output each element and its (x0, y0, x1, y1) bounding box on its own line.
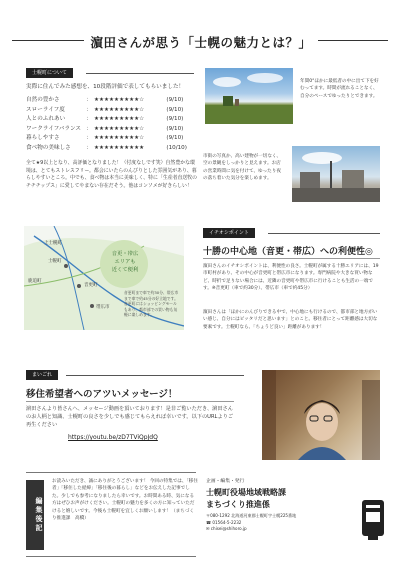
photo2-caption: 市街の写真か、高い建物が一切なく、空の景観をしっかりと見えます。お店の営業時間に気を付けて、ゆったり夜の落ち着いた気分を楽しめます。 (203, 154, 282, 182)
rating-category: 人とのふれあい (26, 116, 66, 123)
ratings-table (26, 96, 196, 154)
page-title: 濵田さんが思う「士幌の魅力とは？」 (90, 35, 312, 50)
map-badge-line: エリアも (114, 259, 136, 265)
ratings-row: 自然の豊かさ ： ★★★★★★★★★☆ (9/10) (26, 96, 196, 106)
publisher-address: 〒080-1292 北海道河東郡士幌町字士幌225番地 (206, 513, 297, 518)
rating-stars: ★★★★★★★★★★ (94, 144, 145, 151)
phone-icon: ☎ (206, 520, 213, 525)
rating-stars: ★★★★★★★★★☆ (94, 106, 145, 113)
rating-score: (9/10) (166, 106, 184, 113)
editor-rule-top (26, 472, 196, 473)
title-row (0, 30, 400, 52)
rating-category: ワークライフバランス (26, 125, 81, 132)
photo1-caption: 年間0°ほかに最低者の中に出て下を好むってます。時間が流れることなく、自分のペースでゆったりとできます。 (300, 79, 379, 99)
about-tag: 士幌町について (26, 68, 73, 78)
rating-category: スローライフ度 (26, 106, 65, 113)
section2-divider (203, 258, 380, 259)
mailbox-icon (360, 496, 386, 540)
ratings-row: ワークライフバランス ： ★★★★★★★★★☆ (9/10) (26, 125, 196, 135)
about-tag-rule (86, 73, 194, 74)
title-rule-left (12, 40, 84, 41)
rating-category: 自然の豊かさ (26, 97, 60, 103)
rating-score: (9/10) (166, 97, 184, 103)
map-town-label: 上士幌町 (44, 241, 62, 246)
publisher-name-2: まちづくり推進係 (206, 499, 270, 509)
map-badge-line: 音更・帯広 (111, 251, 139, 257)
rating-score: (9/10) (166, 116, 184, 123)
ratings-row: 暮らしやすさ ： ★★★★★★★★★☆ (9/10) (26, 134, 196, 144)
map-town-label: 鹿追町 (28, 279, 42, 284)
publisher-tel (206, 520, 356, 525)
map-town-label: 音更町 (84, 283, 98, 288)
field-photo (205, 68, 293, 124)
portrait-art (262, 370, 380, 460)
ratings-row: 食べ物の美味しさ ： ★★★★★★★★★★ (10/10) (26, 144, 196, 154)
rating-stars: ★★★★★★★★★☆ (94, 125, 145, 132)
rating-score: (9/10) (166, 125, 184, 132)
publisher-email (206, 526, 356, 531)
about-paragraph: 全て★9以上となり、高評価となりました！（付度なしです笑）自然豊かな環境は、とてもストレスフリー。都会にいたらのんびりとした雰囲気があり、暮らしやすいところ。中でも、食べ物は本当に美味しく、特に「生産者直送牧のチチチップス」に愛してやまない存在だそう。他はコンソメが好きらしい！ (26, 160, 198, 189)
field-photo-art (205, 68, 293, 124)
mailbox-art (360, 496, 386, 540)
rating-category: 食べ物の美味しさ (26, 144, 71, 151)
section2-title: 十勝の中心地（音更・帯広）への利便性◎ (203, 247, 373, 257)
message-tag-rule (66, 375, 244, 376)
rating-score: (9/10) (166, 135, 184, 142)
map-badge (107, 250, 143, 274)
section2-paragraph-2: 濵田さんは「ほかにのんびりできる中で、中心地にも行けるので、都市部と地方がいい感じ、自分にはピッタリだと思います」とのこと。移住者にとって距離感は大切な要素です。士幌町なら、「ちょうど良い」距離があります！ (203, 310, 378, 330)
message-divider (26, 401, 234, 402)
point-tag-rule (268, 233, 380, 234)
message-tag: まいごれ (26, 370, 58, 380)
ratings-row: 人とのふれあい ： ★★★★★★★★★☆ (9/10) (26, 115, 196, 125)
section2-paragraph-1: 濵田さんのイチオシポイントは、利便性の良さ。士幌町が属する十勝エリアには、19市町村があり、その中心が音更町と帯広市になります。専門病院や大きな買い物など、時折で足りない場合には、近隣の音更町や帯広市に行けることも生活の一端です。※音更町（車で約30分）、帯広市（車で約45分） (203, 264, 379, 292)
rating-stars: ★★★★★★★★★☆ (94, 116, 145, 123)
map-notes: 音更町まで車で約30分、帯広市まで車で約45分の好立地です。音更町にはショッピングモールもあり、都市部での買い物も気軽に楽しめます。 (124, 290, 179, 318)
rating-stars: ★★★★★★★★★☆ (94, 135, 145, 142)
street-photo (292, 146, 380, 202)
ratings-intro: 実際に住んでみた感想を、10段階評価で表してもらいました！ (26, 84, 185, 90)
map-badge-line: 近くて便利 (111, 267, 139, 273)
map-town-label: 帯広市 (96, 305, 110, 310)
access-map (24, 226, 184, 330)
rating-stars: ★★★★★★★★★☆ (94, 97, 145, 103)
mail-icon: ✉ (206, 526, 211, 531)
portrait-photo (262, 370, 380, 460)
map-town-label: 士幌町 (48, 259, 62, 264)
publisher-email-value: chisei@shihoro.jp (210, 526, 247, 531)
publisher-block (206, 477, 356, 531)
publisher-name-1: 士幌町役場地域戦略課 (206, 487, 286, 497)
editor-label: 編集後記 (35, 497, 44, 533)
title-rule-right (318, 40, 388, 41)
message-video-link[interactable]: https://youtu.be/zD7TViQpJdQ (68, 434, 158, 441)
rating-score: (10/10) (166, 144, 187, 151)
publisher-tel-value: 01564-5-2232 (212, 520, 242, 525)
street-photo-art (292, 146, 380, 202)
ratings-row: スローライフ度 ： ★★★★★★★★★☆ (9/10) (26, 106, 196, 116)
message-paragraph: 濵田さんより皆さんへ、メッセージ動画を頂いております！是非ご覧いただき、濵田さんのお人柄と知識、士幌町の良さを少しでも感じてもらえれば幸いです。以下のURLよりご再生ください (26, 406, 234, 428)
publisher-label: 企画・編集・発行 (206, 479, 245, 484)
editor-paragraph: お読みいただき、誠にありがとうございます！ 今回の特集では、「移住者」「移住した経緯」「移住後の暮らし」などをお伝えした記事でした。少しでも参考になりましたら幸いです。お時間ある時、気になる方はぜひお声がけください。士幌町の魅力を多くの方に知っていただけると嬉しいです。今後も士幌町を宜しくお願いします！（まちづくり推進課 高橋） (52, 479, 198, 522)
editor-rule-bottom (26, 556, 196, 557)
rating-category: 暮らしやすさ (26, 135, 60, 142)
point-tag: イチオシポイント (203, 228, 255, 238)
message-title: 移住希望者へのアツいメッセージ！ (26, 389, 178, 400)
